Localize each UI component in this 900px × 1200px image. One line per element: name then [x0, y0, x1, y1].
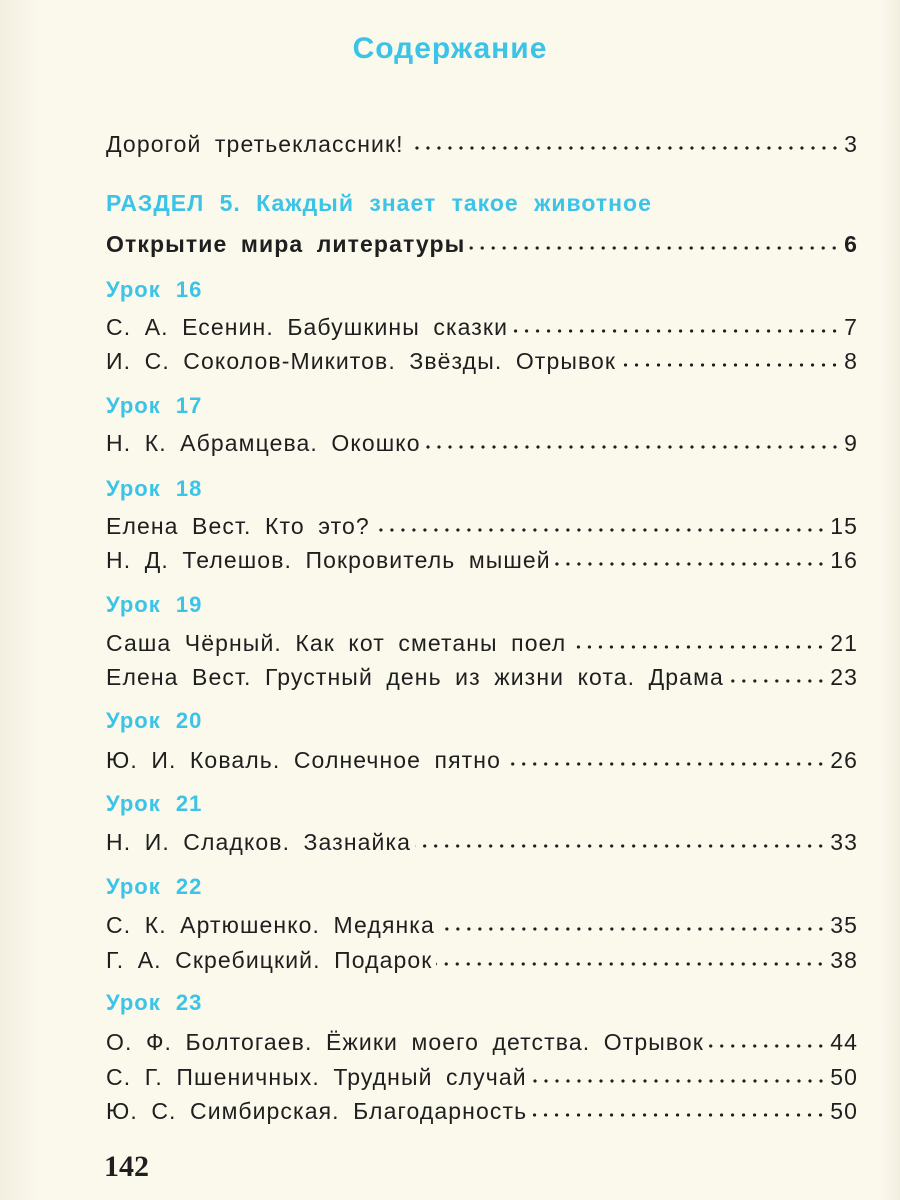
toc-entry[interactable]: [106, 912, 858, 939]
toc-entry[interactable]: [106, 747, 858, 774]
section-heading: РАЗДЕЛ 5. Каждый знает такое животное: [106, 190, 652, 216]
entry-page: 8: [844, 348, 858, 374]
entry-page: 35: [830, 912, 858, 938]
entry-title: О. Ф. Болтогаев. Ёжики моего детства. Отрывок: [106, 1029, 704, 1055]
lesson-heading: Урок 19: [106, 592, 203, 617]
lesson-heading: Урок 17: [106, 393, 203, 418]
entry-title: Саша Чёрный. Как кот сметаны поел: [106, 630, 567, 656]
dot-leader: [620, 363, 840, 367]
dot-leader: [531, 1113, 826, 1117]
lesson-heading: Урок 23: [106, 990, 203, 1015]
entry-title: С. К. Артюшенко. Медянка: [106, 912, 435, 938]
dot-leader: [555, 562, 826, 566]
entry-page: 33: [830, 829, 858, 855]
entry-page: 3: [844, 131, 858, 157]
dot-leader: [708, 1044, 826, 1048]
entry-title: Н. И. Сладков. Зазнайка: [106, 829, 412, 855]
toc-entry[interactable]: [106, 513, 858, 540]
toc-entry[interactable]: [106, 829, 858, 856]
entry-page: 6: [844, 231, 858, 257]
toc-entry[interactable]: [106, 947, 858, 974]
dot-leader: [728, 679, 826, 683]
toc-entry[interactable]: [106, 1098, 858, 1125]
lesson-heading: Урок 22: [106, 874, 203, 899]
entry-page: 7: [844, 314, 858, 340]
entry-page: 44: [830, 1029, 858, 1055]
entry-page: 50: [830, 1064, 858, 1090]
dot-leader: [469, 246, 840, 250]
entry-page: 26: [830, 747, 858, 773]
dot-leader: [415, 844, 826, 848]
dot-leader: [425, 445, 841, 449]
entry-title: Елена Вест. Грустный день из жизни кота. Драма: [106, 664, 724, 690]
dot-leader: [439, 927, 826, 931]
entry-page: 38: [830, 947, 858, 973]
entry-title: Г. А. Скребицкий. Подарок: [106, 947, 433, 973]
entry-title: И. С. Соколов-Микитов. Звёзды. Отрывок: [106, 348, 617, 374]
dot-leader: [531, 1079, 827, 1083]
entry-page: 21: [830, 630, 858, 656]
entry-title: Елена Вест. Кто это?: [106, 513, 370, 539]
entry-title: Ю. И. Коваль. Солнечное пятно: [106, 747, 501, 773]
dot-leader: [408, 146, 840, 150]
toc-entry-opening[interactable]: [106, 231, 858, 258]
entry-title: Ю. С. Симбирская. Благодарность: [106, 1098, 528, 1124]
toc-entry[interactable]: [106, 1064, 858, 1091]
entry-page: 15: [830, 513, 858, 539]
lesson-heading: Урок 18: [106, 476, 203, 501]
toc-entry[interactable]: [106, 430, 858, 457]
toc-entry[interactable]: [106, 348, 858, 375]
entry-page: 16: [830, 547, 858, 573]
lesson-heading: Урок 21: [106, 791, 203, 816]
lesson-heading: Урок 16: [106, 277, 203, 302]
dot-leader: [570, 645, 826, 649]
toc-entry[interactable]: [106, 314, 858, 341]
entry-title: С. А. Есенин. Бабушкины сказки: [106, 314, 509, 340]
toc-entry[interactable]: [106, 664, 858, 691]
toc-entry-intro[interactable]: [106, 131, 858, 158]
entry-page: 50: [830, 1098, 858, 1124]
dot-leader: [512, 329, 840, 333]
entry-page: 9: [844, 430, 858, 456]
entry-title: Дорогой третьеклассник!: [106, 131, 404, 157]
entry-title: Открытие мира литературы: [106, 231, 466, 257]
lesson-heading: Урок 20: [106, 708, 203, 733]
toc-entry[interactable]: [106, 630, 858, 657]
entry-page: 23: [830, 664, 858, 690]
entry-title: Н. Д. Телешов. Покровитель мышей: [106, 547, 551, 573]
page-title: Содержание: [352, 32, 548, 65]
toc-entry[interactable]: [106, 1029, 858, 1056]
entry-title: С. Г. Пшеничных. Трудный случай: [106, 1064, 527, 1090]
entry-title: Н. К. Абрамцева. Окошко: [106, 430, 421, 456]
dot-leader: [374, 528, 826, 532]
dot-leader: [436, 962, 826, 966]
dot-leader: [505, 762, 826, 766]
page-number: 142: [104, 1150, 149, 1183]
toc-entry[interactable]: [106, 547, 858, 574]
